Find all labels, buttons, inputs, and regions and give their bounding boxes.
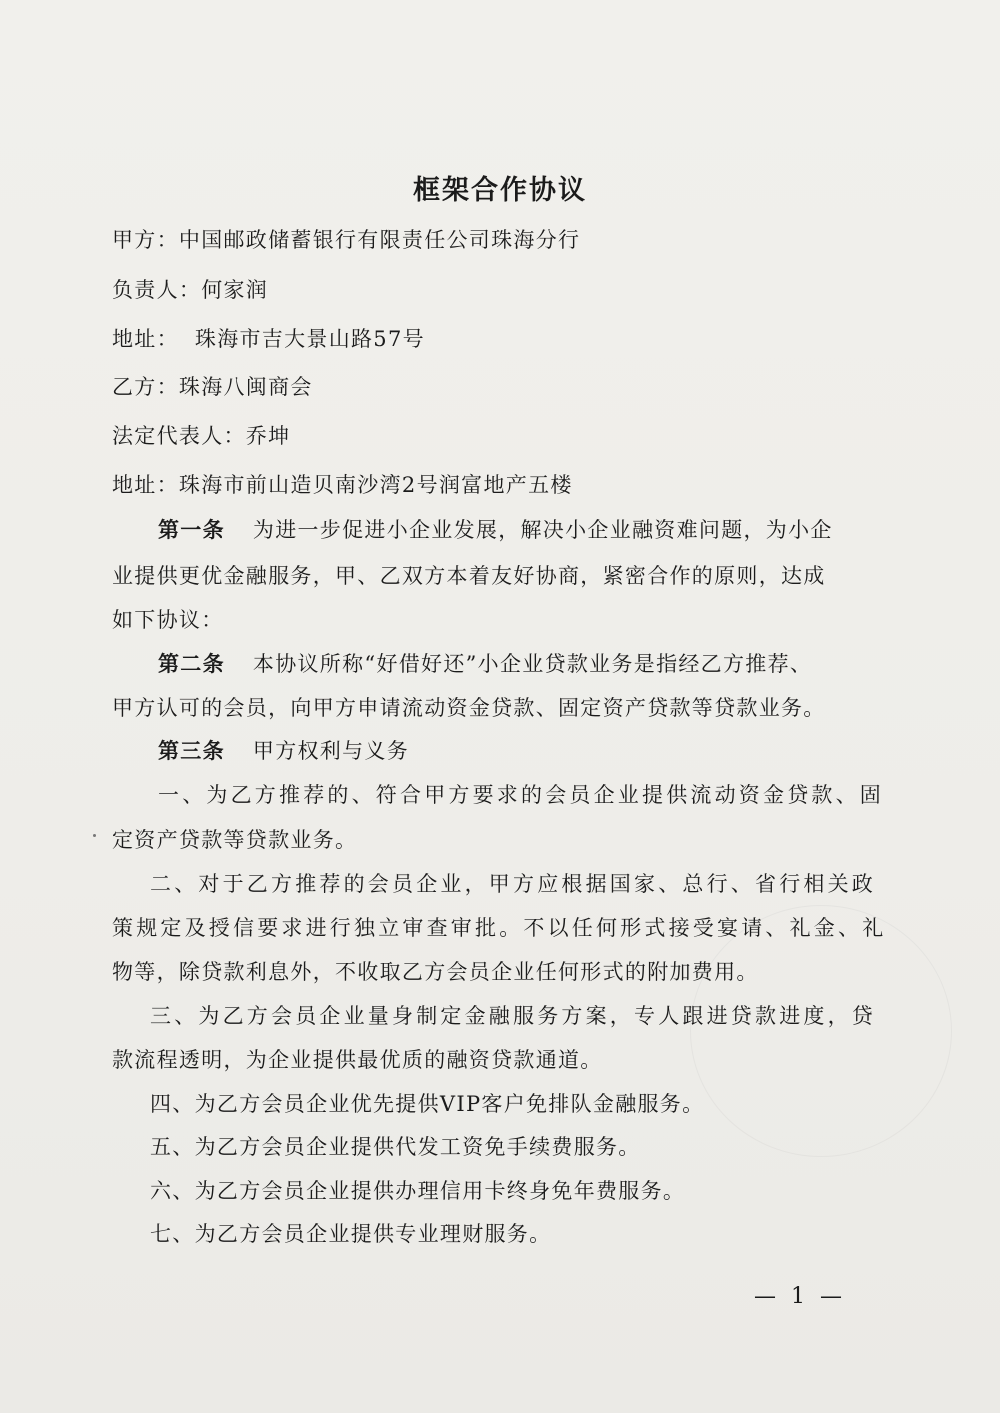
article-3-item-1-line-1: 一、为乙方推荐的、符合甲方要求的会员企业提供流动资金贷款、固 xyxy=(158,783,884,807)
party-b-label: 乙方： xyxy=(112,375,179,399)
article-3-heading-line xyxy=(158,737,409,765)
article-3-item-3-line-1: 三、为乙方会员企业量身制定金融服务方案，专人跟进贷款进度，贷 xyxy=(150,1004,876,1028)
article-1-line-3: 如下协议： xyxy=(112,608,224,632)
article-3-item-2-line-2: 策规定及授信要求进行独立审查审批。不以任何形式接受宴请、礼金、礼 xyxy=(112,916,887,940)
article-2-line-1 xyxy=(158,650,812,678)
scan-speck xyxy=(93,834,96,837)
article-1-line-2: 业提供更优金融服务，甲、乙双方本着友好协商，紧密合作的原则，达成 xyxy=(112,564,826,588)
party-a-name: 中国邮政储蓄银行有限责任公司珠海分行 xyxy=(178,228,581,252)
party-a-head-name: 何家润 xyxy=(201,278,269,302)
article-3-item-2-line-3: 物等，除贷款利息外，不收取乙方会员企业任何形式的附加费用。 xyxy=(112,960,759,984)
party-a-head-line xyxy=(112,276,268,304)
article-3-item-4: 四、为乙方会员企业优先提供VIP客户免排队金融服务。 xyxy=(150,1092,705,1116)
party-b-rep-name: 乔坤 xyxy=(245,424,291,448)
party-a-address-line xyxy=(112,325,425,353)
party-b-rep-label: 法定代表人： xyxy=(112,424,246,448)
article-3-heading: 第三条 xyxy=(158,739,225,763)
party-b-address-value: 珠海市前山造贝南沙湾2号润富地产五楼 xyxy=(178,473,573,497)
article-2-line-2: 甲方认可的会员，向甲方申请流动资金贷款、固定资产贷款等贷款业务。 xyxy=(112,696,826,720)
page-number: — 1 — xyxy=(754,1284,846,1309)
article-3-item-3-line-2: 款流程透明，为企业提供最优质的融资贷款通道。 xyxy=(112,1048,603,1072)
article-3-item-1-line-2: 定资产贷款等贷款业务。 xyxy=(112,828,358,852)
article-1-text-1: 为进一步促进小企业发展，解决小企业融资难问题，为小企 xyxy=(252,518,833,542)
party-b-line xyxy=(112,373,313,401)
party-b-rep-line xyxy=(112,422,290,450)
party-a-address-value: 珠海市吉大景山路57号 xyxy=(194,327,425,351)
article-3-item-5: 五、为乙方会员企业提供代发工资免手续费服务。 xyxy=(150,1135,641,1159)
party-b-address-line xyxy=(112,471,573,499)
article-2-text-1: 本协议所称“好借好还”小企业贷款业务是指经乙方推荐、 xyxy=(252,652,813,676)
article-3-title: 甲方权利与义务 xyxy=(252,739,410,763)
article-3-item-6: 六、为乙方会员企业提供办理信用卡终身免年费服务。 xyxy=(150,1179,686,1203)
faint-seal-mark xyxy=(690,905,952,1157)
party-b-address-label: 地址： xyxy=(112,473,179,497)
party-a-address-label: 地址： xyxy=(112,327,179,351)
article-2-heading: 第二条 xyxy=(158,652,225,676)
document-title: 框架合作协议 xyxy=(413,175,587,206)
article-1-line-1 xyxy=(158,516,833,544)
party-a-head-label: 负责人： xyxy=(112,278,202,302)
party-b-name: 珠海八闽商会 xyxy=(178,375,313,399)
article-1-heading: 第一条 xyxy=(158,518,225,542)
party-a-line xyxy=(112,226,580,254)
article-3-item-7: 七、为乙方会员企业提供专业理财服务。 xyxy=(150,1222,552,1246)
article-3-item-2-line-1: 二、对于乙方推荐的会员企业，甲方应根据国家、总行、省行相关政 xyxy=(150,872,876,896)
party-a-label: 甲方： xyxy=(112,228,179,252)
